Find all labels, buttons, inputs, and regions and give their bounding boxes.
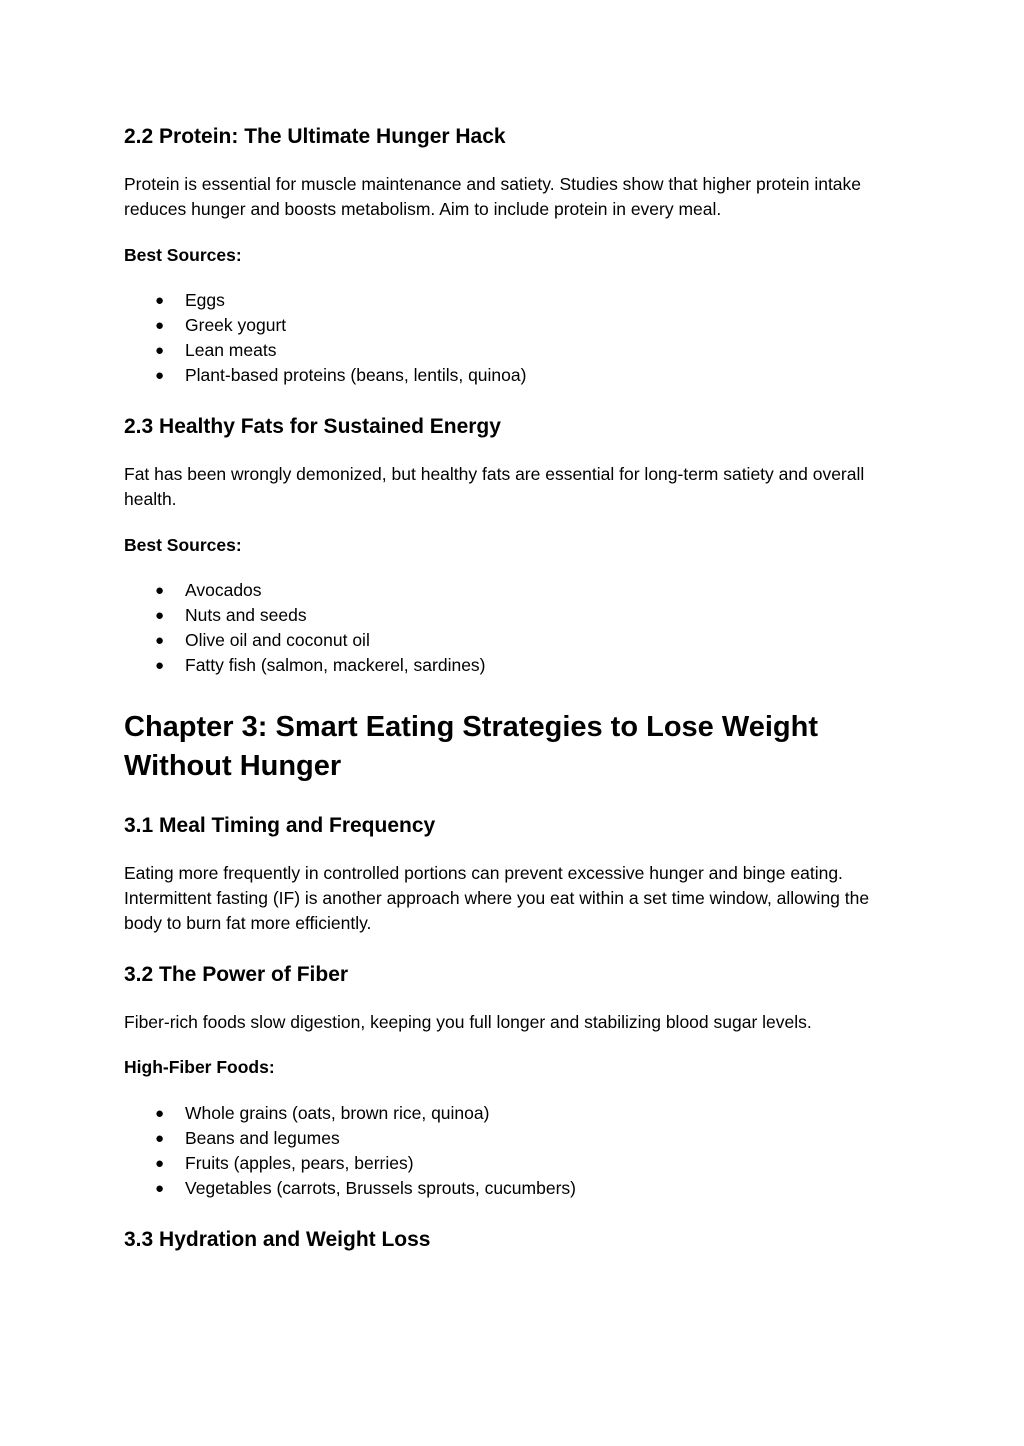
- list-item: ● Whole grains (oats, brown rice, quinoa): [124, 1101, 576, 1126]
- chapter-3-heading: Chapter 3: Smart Eating Strategies to Lose Weight Without Hunger: [124, 711, 818, 782]
- section-heading-2-3: 2.3 Healthy Fats for Sustained Energy: [124, 415, 501, 438]
- list-item: ● Eggs: [124, 288, 526, 313]
- list-item: ● Fruits (apples, pears, berries): [124, 1151, 576, 1176]
- bullet-icon: ●: [155, 1105, 165, 1122]
- bullet-icon: ●: [155, 317, 165, 334]
- section-paragraph-3-2: Fiber-rich foods slow digestion, keeping you full longer and stabilizing blood sugar levels.: [124, 1012, 812, 1032]
- high-fiber-foods-label: High-Fiber Foods:: [124, 1057, 275, 1077]
- section-heading-2-2: 2.2 Protein: The Ultimate Hunger Hack: [124, 125, 506, 148]
- list-item: ● Lean meats: [124, 338, 526, 363]
- bullet-icon: ●: [155, 657, 165, 674]
- section-paragraph-2-3: Fat has been wrongly demonized, but healthy fats are essential for long-term satiety and overall health.: [124, 464, 865, 509]
- best-sources-label-2-3: Best Sources:: [124, 535, 242, 555]
- list-item: ● Nuts and seeds: [124, 603, 486, 628]
- list-item: ● Olive oil and coconut oil: [124, 628, 486, 653]
- bullet-icon: ●: [155, 367, 165, 384]
- bullet-icon: ●: [155, 1180, 165, 1197]
- section-paragraph-3-1: Eating more frequently in controlled portions can prevent excessive hunger and binge eating. Intermittent fasting (IF) is another approach where you eat within a set time window, allowing the body to burn fat more efficiently.: [124, 863, 870, 933]
- section-paragraph-2-2: Protein is essential for muscle maintenance and satiety. Studies show that higher protein intake reduces hunger and boosts metabolism. Aim to include protein in every meal.: [124, 174, 862, 219]
- list-item: ● Fatty fish (salmon, mackerel, sardines): [124, 653, 486, 678]
- bullet-icon: ●: [155, 632, 165, 649]
- list-item: ● Vegetables (carrots, Brussels sprouts, cucumbers): [124, 1176, 576, 1201]
- best-sources-label-2-2: Best Sources:: [124, 245, 242, 265]
- section-heading-3-2: 3.2 The Power of Fiber: [124, 963, 349, 986]
- protein-sources-list: [124, 288, 526, 388]
- bullet-icon: ●: [155, 1130, 165, 1147]
- list-item: ● Beans and legumes: [124, 1126, 576, 1151]
- fat-sources-list: [124, 578, 486, 678]
- section-heading-3-1: 3.1 Meal Timing and Frequency: [124, 814, 436, 837]
- bullet-icon: ●: [155, 582, 165, 599]
- list-item: ● Avocados: [124, 578, 486, 603]
- bullet-icon: ●: [155, 607, 165, 624]
- bullet-icon: ●: [155, 1155, 165, 1172]
- bullet-icon: ●: [155, 342, 165, 359]
- fiber-foods-list: [124, 1101, 576, 1201]
- section-heading-3-3: 3.3 Hydration and Weight Loss: [124, 1228, 431, 1251]
- list-item: ● Plant-based proteins (beans, lentils, quinoa): [124, 363, 526, 388]
- list-item: ● Greek yogurt: [124, 313, 526, 338]
- bullet-icon: ●: [155, 292, 165, 309]
